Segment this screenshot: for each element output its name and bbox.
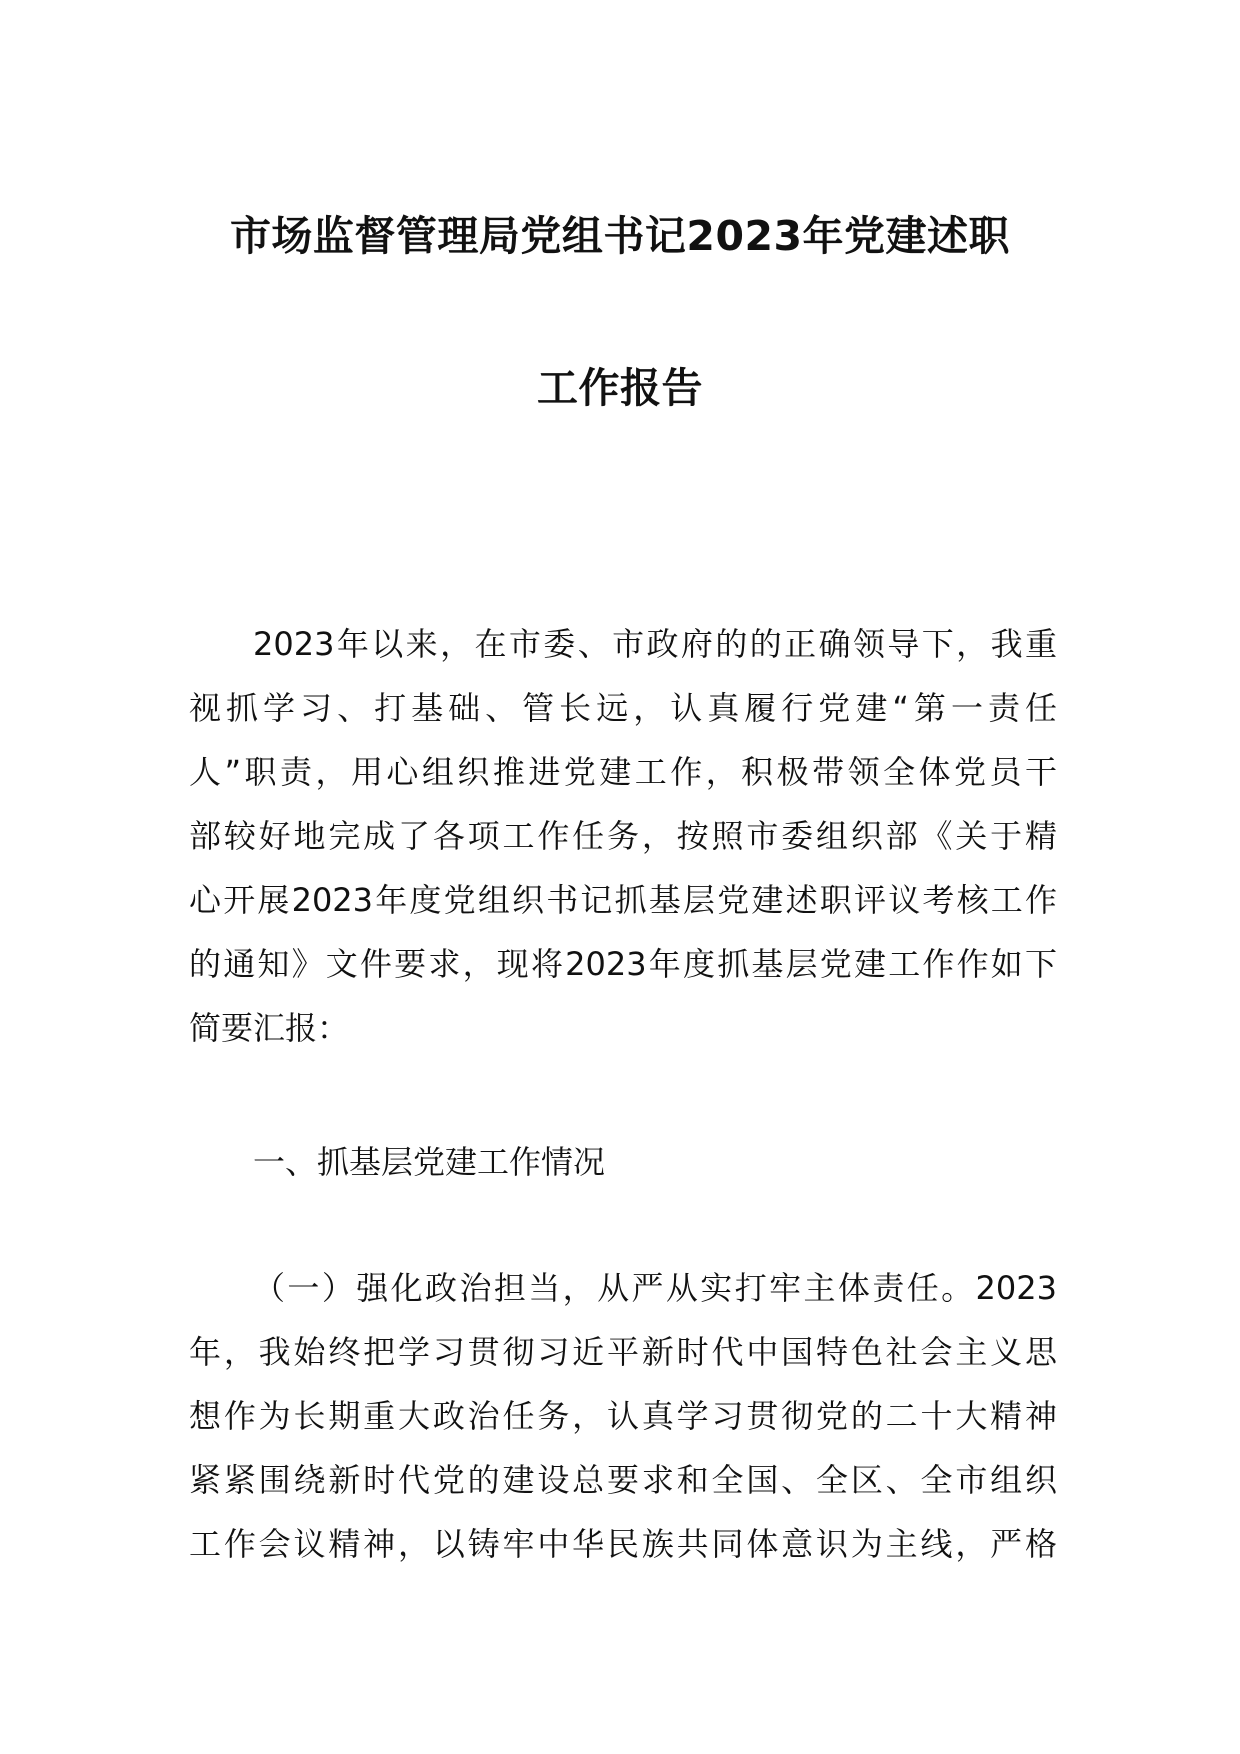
- section-one-line-1: （一）强化政治担当，从严从实打牢主体责任。2023: [253, 1269, 1057, 1307]
- document-title-line-2: 工作报告: [537, 364, 703, 412]
- intro-line-4: 部较好地完成了各项工作任务，按照市委组织部《关于精: [189, 817, 1057, 855]
- intro-line-5: 心开展2023年度党组织书记抓基层党建述职评议考核工作: [189, 881, 1057, 919]
- section-one-line-3: 想作为长期重大政治任务，认真学习贯彻党的二十大精神: [189, 1397, 1057, 1435]
- intro-line-3: 人”职责，用心组织推进党建工作，积极带领全体党员干: [189, 753, 1057, 791]
- intro-line-2: 视抓学习、打基础、管长远，认真履行党建“第一责任: [189, 689, 1057, 727]
- intro-line-6: 的通知》文件要求，现将2023年度抓基层党建工作作如下: [189, 945, 1057, 983]
- intro-line-7: 简要汇报：: [189, 1009, 350, 1047]
- section-one-line-4: 紧紧围绕新时代党的建设总要求和全国、全区、全市组织: [189, 1461, 1057, 1499]
- section-one-line-5: 工作会议精神，以铸牢中华民族共同体意识为主线，严格: [189, 1525, 1057, 1563]
- section-one-paragraph: [189, 1256, 1057, 1576]
- section-heading: [189, 1130, 1057, 1194]
- document-title-line-1: 市场监督管理局党组书记2023年党建述职: [229, 212, 1011, 260]
- section-one-line-2: 年，我始终把学习贯彻习近平新时代中国特色社会主义思: [189, 1333, 1057, 1371]
- section-heading-text: 一、抓基层党建工作情况: [253, 1143, 606, 1181]
- intro-line-1: 2023年以来，在市委、市政府的的正确领导下，我重: [253, 625, 1057, 663]
- intro-paragraph: [189, 612, 1057, 1060]
